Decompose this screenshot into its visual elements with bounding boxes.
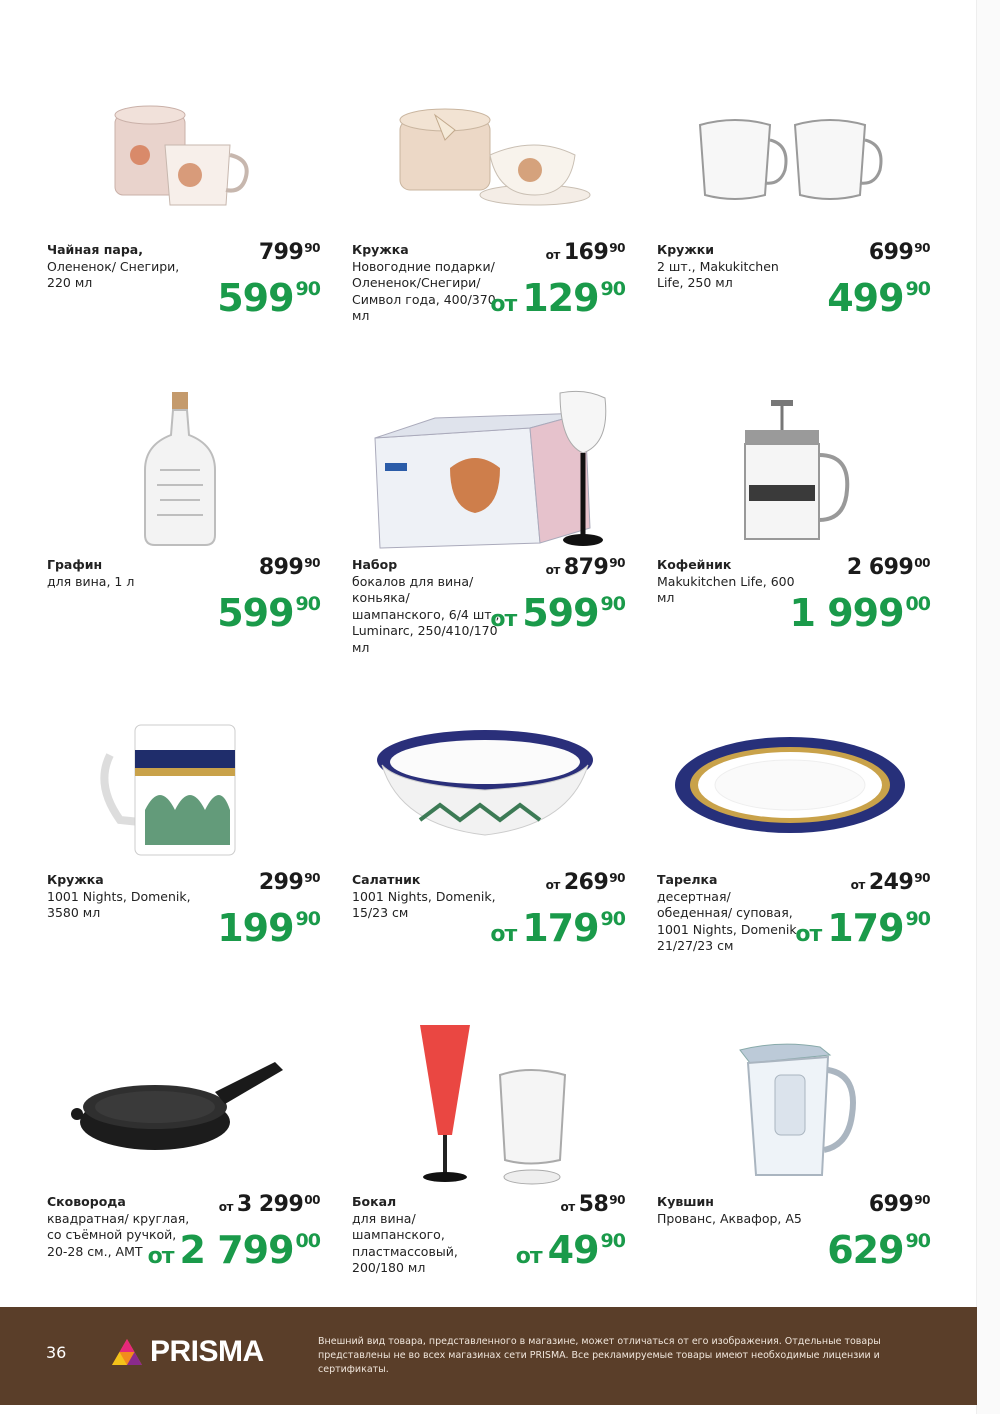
product-title — [47, 557, 197, 590]
prisma-logo[interactable] — [110, 1335, 264, 1369]
product-card[interactable] — [335, 700, 635, 1000]
product-name: Графин — [47, 557, 103, 572]
prisma-triangle-icon — [110, 1337, 144, 1367]
product-title — [352, 557, 502, 656]
page-number: 36 — [46, 1343, 67, 1362]
product-name: Кружки — [657, 242, 714, 257]
new-price: 629 $^{90}$ — [827, 1228, 930, 1272]
product-title — [657, 1194, 807, 1227]
old-price: от $249^{90}$ — [850, 870, 930, 895]
product-name: Кофейник — [657, 557, 732, 572]
new-price: от 2 799 $^{00}$ — [147, 1228, 320, 1272]
product-name: Чайная пара, — [47, 242, 143, 257]
old-price: $299^{90}$ — [258, 870, 320, 895]
old-price: $799^{90}$ — [258, 240, 320, 265]
product-title — [657, 872, 807, 955]
plate-image — [640, 700, 940, 870]
old-price: от $269^{90}$ — [545, 870, 625, 895]
product-title — [657, 242, 807, 292]
new-price: от 129 $^{90}$ — [490, 276, 625, 320]
product-card[interactable] — [640, 1022, 940, 1322]
disclaimer: Внешний вид товара, представленного в магазине, может отличаться от его изображения. Отдельные товары представлены не во всех магазинах сети PRISMA. Все рекламируемые товары имеют необходимые лицензии и сертификаты. — [318, 1336, 881, 1375]
product-desc: десертная/ обеденная/ суповая, 1001 Nights, Domenik, 21/27/23 см — [657, 888, 801, 953]
product-name: Кружка — [47, 872, 104, 887]
product-desc: Прованс, Аквафор, А5 — [657, 1210, 802, 1226]
old-price: от $879^{90}$ — [545, 555, 625, 580]
gift-mug-image — [335, 70, 635, 240]
product-name: Тарелка — [657, 872, 718, 887]
product-desc: Олененок/ Снегири, 220 мл — [47, 258, 180, 290]
product-card[interactable] — [640, 385, 940, 685]
product-title — [657, 557, 807, 607]
new-price: от 179 $^{90}$ — [490, 906, 625, 950]
product-card[interactable] — [335, 70, 635, 370]
old-price: от $169^{90}$ — [545, 240, 625, 265]
brand-name: PRISMA — [150, 1335, 264, 1368]
product-card[interactable] — [30, 385, 330, 685]
product-card[interactable] — [335, 385, 635, 685]
product-title — [352, 242, 502, 325]
product-name: Кружка — [352, 242, 409, 257]
new-price: 599 $^{90}$ — [217, 276, 320, 320]
product-desc: Makukitchen Life, 600 мл — [657, 573, 795, 605]
product-desc: Новогодние подарки/ Олененок/Снегири/ Символ года, 400/370 мл — [352, 258, 496, 323]
water-filter-jug-image — [640, 1022, 940, 1192]
product-desc: 1001 Nights, Domenik, 3580 мл — [47, 888, 191, 920]
product-card[interactable] — [335, 1022, 635, 1322]
old-price: от $58^{90}$ — [560, 1192, 625, 1217]
product-desc: 1001 Nights, Domenik, 15/23 см — [352, 888, 496, 920]
product-desc: для вина, 1 л — [47, 573, 135, 589]
old-price: $699^{90}$ — [868, 240, 930, 265]
new-price: от 179 $^{90}$ — [795, 906, 930, 950]
product-title — [352, 1194, 502, 1277]
product-card[interactable] — [640, 70, 940, 370]
wine-carafe-image — [30, 385, 330, 555]
new-price: 199 $^{90}$ — [217, 906, 320, 950]
plastic-glasses-image — [335, 1022, 635, 1192]
old-price: от 3 $299^{00}$ — [218, 1192, 320, 1217]
product-desc: 2 шт., Makukitchen Life, 250 мл — [657, 258, 779, 290]
product-card[interactable] — [30, 700, 330, 1000]
product-name: Сковорода — [47, 1194, 126, 1209]
frying-pan-image — [30, 1022, 330, 1192]
product-card[interactable] — [30, 1022, 330, 1322]
nights-mug-image — [30, 700, 330, 870]
old-price: $899^{90}$ — [258, 555, 320, 580]
product-card[interactable] — [30, 70, 330, 370]
old-price: $699^{90}$ — [868, 1192, 930, 1217]
new-price: от 49 $^{90}$ — [515, 1228, 625, 1272]
new-price: 1 999 $^{00}$ — [789, 591, 930, 635]
old-price: 2 $699^{00}$ — [846, 555, 930, 580]
product-title — [47, 242, 197, 292]
tea-cup-set-image — [30, 70, 330, 240]
new-price: 599 $^{90}$ — [217, 591, 320, 635]
new-price: 499 $^{90}$ — [827, 276, 930, 320]
glass-set-image — [335, 385, 635, 555]
product-name: Бокал — [352, 1194, 397, 1209]
product-desc: для вина/ шампанского, пластмассовый, 200/180 мл — [352, 1210, 458, 1275]
glass-mugs-image — [640, 70, 940, 240]
product-name: Кувшин — [657, 1194, 714, 1209]
product-desc: квадратная/ круглая, со съёмной ручкой, 20-28 см., AMT — [47, 1210, 190, 1259]
product-name: Салатник — [352, 872, 421, 887]
new-price: от 599 $^{90}$ — [490, 591, 625, 635]
french-press-image — [640, 385, 940, 555]
page-edge — [976, 0, 1000, 1414]
product-title — [352, 872, 502, 922]
product-desc: бокалов для вина/ коньяка/шампанского, 6/4 шт., Luminarc, 250/410/170 мл — [352, 573, 500, 655]
product-title — [47, 872, 197, 922]
product-card[interactable] — [640, 700, 940, 1000]
salad-bowl-image — [335, 700, 635, 870]
footer — [0, 1307, 977, 1405]
product-name: Набор — [352, 557, 398, 572]
